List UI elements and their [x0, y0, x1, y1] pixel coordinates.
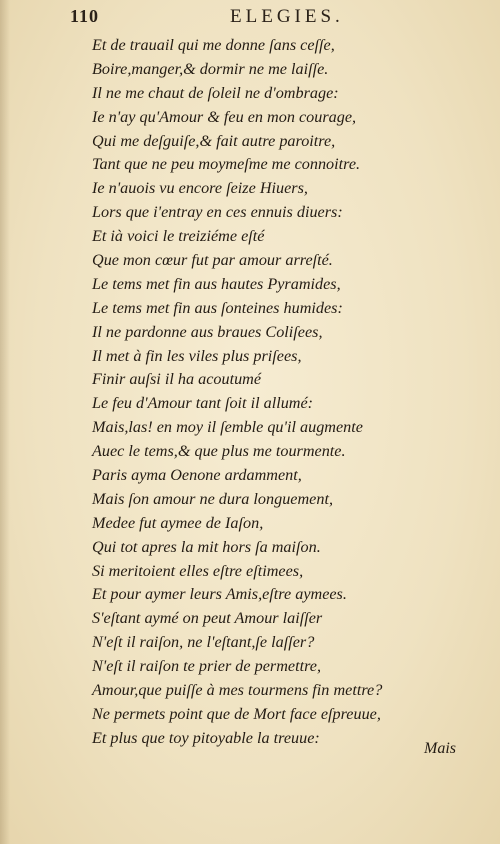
verse-line: Il ne me chaut de ſoleil ne d'ombrage:	[92, 83, 339, 102]
verse-line: Il met à fin les viles plus priſees,	[92, 346, 302, 365]
verse-line: Paris ayma Oenone ardamment,	[92, 466, 302, 485]
verse-line: Le feu d'Amour tant ſoit il allumé:	[92, 394, 314, 413]
verse-line: Si meritoient elles eſtre eſtimees,	[92, 561, 304, 580]
page-header	[70, 6, 450, 30]
verse-line: Amour,que puiſſe à mes tourmens fin mettre?	[92, 681, 383, 700]
verse-line: Et de trauail qui me donne ſans ceſſe,	[92, 36, 335, 54]
verse-line: Le tems met fin aus ſonteines humides:	[92, 298, 343, 317]
verse-line: Tant que ne peu moymeſme me connoitre.	[92, 155, 361, 174]
verse-line: Ie n'ay qu'Amour & feu en mon courage,	[92, 107, 357, 126]
verse-line: S'eſtant aymé on peut Amour laiſſer	[92, 609, 323, 628]
verse-line: Que mon cœur fut par amour arreſté.	[92, 251, 333, 270]
verse-line: Medee fut aymee de Iaſon,	[92, 513, 264, 532]
running-title: ELEGIES.	[230, 6, 344, 27]
verse-line: Auec le tems,& que plus me tourmente.	[92, 442, 346, 461]
verse-line: Lors que i'entray en ces ennuis diuers:	[92, 203, 343, 222]
verse-line: Qui tot apres la mit hors ſa maiſon.	[92, 537, 321, 556]
verse-line: Mais,las! en moy il ſemble qu'il augmente	[92, 418, 363, 437]
catchword: Mais	[424, 740, 456, 757]
verse-line: Ie n'auois vu encore ſeize Hiuers,	[92, 179, 308, 198]
verse-line: Ne permets point que de Mort face eſpreuue,	[92, 704, 381, 723]
verse-line: N'eſt il raiſon, ne l'eſtant,ſe laſſer?	[92, 633, 315, 652]
page-gutter-shadow	[0, 0, 10, 844]
verse-line: N'eſt il raiſon te prier de permettre,	[92, 657, 322, 676]
verse-line: Finir auſsi il ha acoutumé	[92, 370, 262, 389]
verse-line: Mais ſon amour ne dura longuement,	[92, 489, 333, 508]
verse-line: Et pour aymer leurs Amis,eſtre aymees.	[92, 585, 347, 604]
verse-line: Qui me deſguiſe,& fait autre paroitre,	[92, 131, 336, 150]
poem-text	[92, 34, 482, 751]
verse-line: Le tems met fin aus hautes Pyramides,	[92, 274, 341, 293]
verse-line: Il ne pardonne aus braues Coliſees,	[92, 322, 323, 341]
verse-line: Boire,manger,& dormir ne me laiſſe.	[92, 59, 329, 78]
verse-line: Et ià voici le treiziéme eſté	[92, 227, 265, 246]
page-number: 110	[70, 6, 100, 26]
verse-line: Et plus que toy pitoyable la treuue:	[92, 728, 320, 747]
